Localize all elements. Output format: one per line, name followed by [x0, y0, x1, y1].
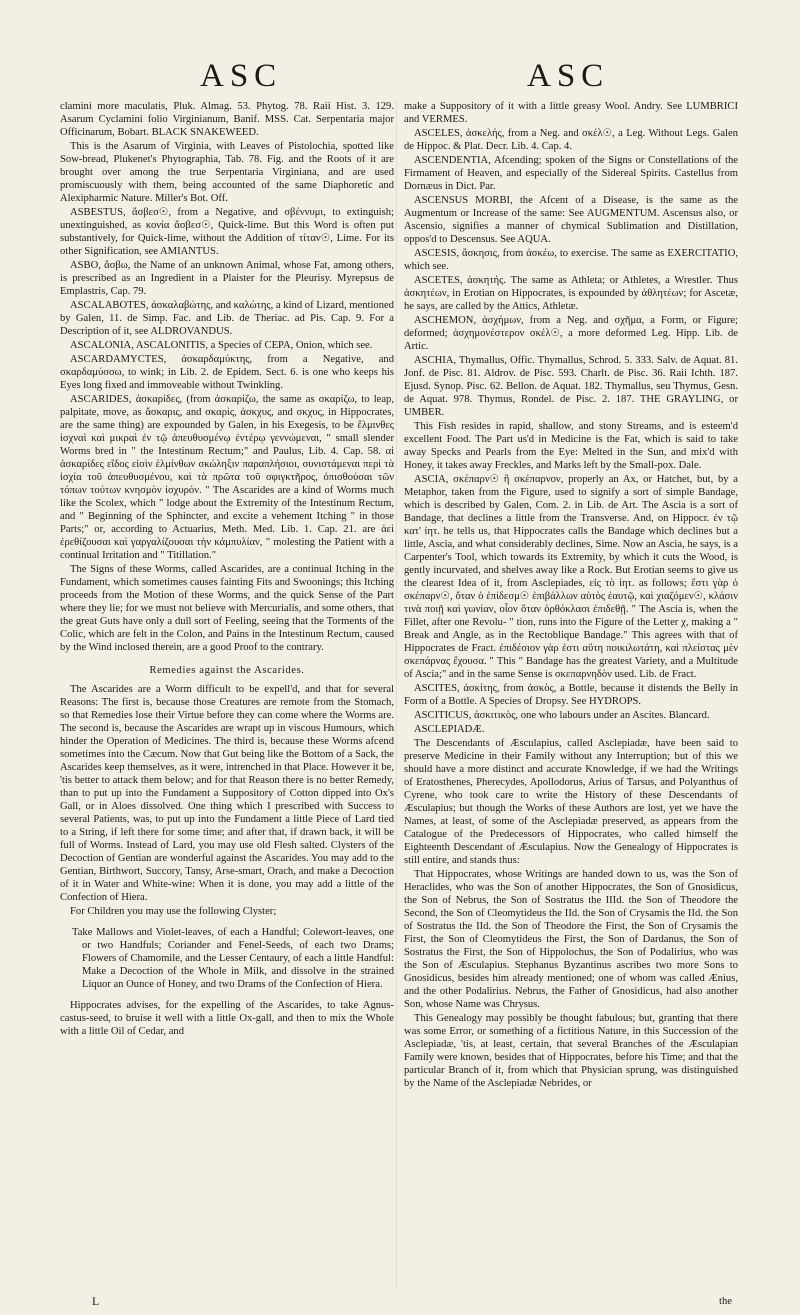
entry-ascalonia: ASCALONIA, ASCALONITIS, a Species of CEPA, Onion, which see. [70, 340, 373, 351]
entry-ascardamyctes: ASCARDAMYCTES, ἀσκαρδαμύκτης, from a Negative, and σκαρδαμύσσω, to wink; in Lib. 2. de Epidem. Sect. 6. is one who keeps his Eyes long fixed and immoveable without Twinkling. [60, 354, 394, 391]
entry-paragraph: The Descendants of Æsculapius, called Asclepiadæ, have been said to preserve Medicine in their Family without any Interruption; but of this we should have a more distinct and accurate Knowledge, if we had the Writings of Eratosthenes, Pherecydes, Apollodorus, Arius of Tarsus, and Polyanthus of Cyrene, who took care to write the History of these Descendants of Æsculapius; but though the Works of these Authors are lost, yet we have the Names, at least, of some of the Asclepiadæ preserved, as appears from the Catalogue of the Predecessors of Hippocrates, who called himself the Eighteenth Descendant of Æsculapius. Now the Genealogy of Hippocrates is still entire, and stands thus: [404, 738, 738, 866]
column-divider [396, 100, 397, 1290]
entry-paragraph: This Genealogy may possibly be thought fabulous; but, granting that there was some Error, or something of a fictitious Nature, in this Succession of the Asclepiadæ, 'tis, at least, certain, that several Branches of the Æsculapian Family were known, besides that of Hippocrates, before his Time; and that the particular Branch of it, from which that Physician sprung, was distinguished by the Name of the Asclepiadæ Nebrides, or [404, 1013, 738, 1089]
entry-asciticus: ASCITICUS, ἀσκιτικὸς, one who labours under an Ascites. Blancard. [414, 710, 710, 721]
entry-ascites: ASCITES, ἀσκίτης, from ἀσκὸς, a Bottle, because it distends the Belly in Form of a Bottle. A Species of Dropsy. See HYDROPS. [404, 683, 738, 707]
right-column [404, 100, 738, 1300]
entry-asbo: ASBO, ἄσβω, the Name of an unknown Animal, whose Fat, among others, is prescribed as an Ingredient in a Plaister for the Pleurisy. Myrepsus de Emplastris, Cap. 79. [60, 260, 394, 297]
entry-paragraph: clamini more maculatis, Pluk. Almag. 53. Phytog. 78. Raii Hist. 3. 129. Asarum Cyclamini folio Virginianum, Banif. MSS. Cat. Serpentaria major Officinarum, Bobart. BLACK SNAKEWEED. [60, 101, 394, 138]
entry-ascendentia: ASCENDENTIA, Afcending; spoken of the Signs or Constellations of the Firmament of Heaven, and especially of the Sidereal Spirits. Castellus from Dornæus in Dict. Par. [404, 155, 738, 192]
entry-ascensus-morbi: ASCENSUS MORBI, the Afcent of a Disease, is the same as the Augmentum or Increase of the same: See AUGMENTUM. Ascensus also, or Ascensio, signifies a manner of chymical Sublimation and Distillation, oppos'd to Descensus. See AQUA. [404, 195, 738, 245]
catchword: the [719, 1296, 732, 1307]
entry-ascesis: ASCESIS, ἄσκησις, from ἀσκέω, to exercise. The same as EXERCITATIO, which see. [404, 248, 738, 272]
entry-paragraph: The Signs of these Worms, called Ascarides, are a continual Itching in the Fundament, which sometimes causes fainting Fits and Swoonings; this Itching proceeds from the Motion of these Worms, and the quick Sense of the Part where they lie; for we must not believe with Mercurialis, and some others, that the great Guts have only a dull sort of Feeling, seeing that the Torments of the Colic, which are felt in the Colon, and Pains in the Intestinum Rectum, caused by the Wind inclosed therein, are a good Proof to the contrary. [60, 564, 394, 653]
entry-paragraph: The Ascarides are a Worm difficult to be expell'd, and that for several Reasons: The first is, because those Creatures are remote from the Stomach, so that Remedies lose their Virtue before they can come where the Worms are. The second is, because the Ascarides are wrapt up in viscous Humours, which hinder the Operation of Medicines. The third is, because these Worms afcend sometimes into the Cæcum. Now that Gut being like the Bottom of a Sack, the Ascarides keep themselves, as it were, intrenched in that Place. However it be, 'tis better to attack them below; and for that Reason there is no better Remedy, than to put up into the Fundament a Suppository of Cotton dipped into Ox's Gall, or in Aloes dissolved. One thing which I prescribed with Success to several Patients, was, to put up into the Fundament a little Piece of Lard tied to a String, if left there for some time; and after that, if drawn back, it will be full of Worms. Instead of Lard, you may use old Flesh salted. Clysters of the Decoction of Gentian are wonderful against the Ascarides. You may add to the Gentian, Birthwort, Succory, Tansy, Arse-smart, Orach, and make a Decoction of it in Water and White-wine: When it is done, you may add a little of the Confection of Hiera. [60, 684, 394, 903]
entry-asclepiadae: ASCLEPIADÆ. [414, 724, 485, 735]
entry-ascarides: ASCARIDES, ἀσκαρίδες, (from ἀσκαρίζω, the same as σκαρίζω, to leap, palpitate, move, as ἄσκαρις, and σκαρὶς, ἀσκχυς, and σκχυς, in Hippocrates, are the same thing) are expounded by Galen, in his Exegesis, to be ἕλμινθες ἰσχναὶ καὶ μικραὶ ἐν τῷ ἀπευθυσμένῳ ἐντέρῳ γεννώμεναι, " small slender Worms bred in " the Intestinum Rectum;" and Paulus, Lib. 4. Cap. 58. αἱ ἀσκαρίδες εἴδος εἰσὶν ἑλμίνθων σκώληξιν παραπλήσιοι, συνιστάμεναι περὶ τὰ ἰσχία τοῦ ἀπευθυσμένου, καὶ τὰ πρῶτα τοῦ σφιγκτῆρος, ὀπισθούσαι τῶν τόπων τούτων κνησμὸν ἰσχυρόν. " The Ascarides are a kind of Worms much like the Scolex, which " lodge about the Extremity of the Intestinum Rectum, and " Beginning of the Sphincter, and excite a vehement Itching " in those Parts;" or, according to Actuarius, Meth. Med. Lib. 1. Cap. 21. are ἀεὶ ἐρεθίζουσαι καὶ γαργαλίζουσαι τὴν κάμπυλίαν, " molesting the Patient with a continual Irritation and " Titillation." [60, 394, 394, 561]
entry-paragraph: make a Suppository of it with a little greasy Wool. Andry. See LUMBRICI and VERMES. [404, 101, 738, 125]
entry-paragraph: This is the Asarum of Virginia, with Leaves of Pistolochia, spotted like Sow-bread, Plukenet's Phytographia, Tab. 78. Fig. and the Roots of it are brought over among the true Serpentaria Virginiana, and are used promiscuously with them, being accounted of the same Diaphoretic and Alexipharmic Nature. Miller's Bot. Off. [60, 141, 394, 204]
entry-paragraph: This Fish resides in rapid, shallow, and stony Streams, and is esteem'd excellent Food. The Part us'd in Medicine is the Fat, which is said to take away Specks and Pearls from the Eye: Melted in the Sun, and mix'd with Honey, it takes away Freckles, and Marks left by the Small-pox. Dale. [404, 421, 738, 471]
running-head-right: ASC [527, 58, 610, 94]
entry-paragraph: Hippocrates advises, for the expelling of the Ascarides, to take Agnus-castus-seed, to bruise it well with a little Ox-gall, and then to mix the Whole with a little Oil of Cedar, and [60, 1000, 394, 1037]
entry-ascia: ASCIA, σκέπαρν☉ ἢ σκέπαρνον, properly an Ax, or Hatchet, but, by a Metaphor, taken from the Figure, used to signify a sort of simple Bandage, which is described by Galen, Com. 2. in Lib. de Art. The Ascia is a sort of Bandage, that declines a little from the Transverse. And, on Hippocr. ἐν τῷ κατ' ἰητ. he tells us, that Hippocrates calls the Bandage which declines but a little, Ascia, and what considerably declines, Sime. Now an Ascia, he says, is a Carpenter's Tool, which towards its Extremity, by which it cuts the Wood, is gently incurvated, and shelves away like a Rock. But Erotian seems to give us the clearest Idea of it, from Asclepiades, εἰς τὸ ἰητ. as follows; ἔστι γὰρ ὁ σκέπαρν☉, ὅταν ὁ ἐπίδεσμ☉ ἐπιβάλλων αὐτὸς ἑαυτῷ, καὶ χιαζόμεν☉, κλάσιν τινὰ ποιῇ καὶ γωνίαν, οἷον ὅταν ὀρθόκλασι ἐπιδεθῇ. " The Ascia is, when the Fillet, after one Revolu- " tion, runs into the Figure of the Letter χ, making a " Break and Angle, as in the Rectoblique Bandage." This agrees with that of Hippocrates de Fract. ἐπιδέσιον γὰρ ἐστι αὕτη ποικιλωτάτη, καὶ πλείστας μὲν σκεπάρνας ἔχουσα. " This " Bandage has the greatest Variety, and a Multitude of Ascia;" and in the same Sense is σκεπαρνηδὸν used. Lib. de Fract. [404, 474, 738, 680]
entry-ascalabotes: ASCALABOTES, ἀσκαλαβώτης, and καλώτης, a kind of Lizard, mentioned by Galen, 11. de Simp. Fac. and Lib. de Theriac. ad Pis. Cap. 9. For a Description of it, see ALDROVANDUS. [60, 300, 394, 337]
left-column [60, 100, 394, 1300]
entry-paragraph: That Hippocrates, whose Writings are handed down to us, was the Son of Heraclides, who was the Son of another Hippocrates, the Son of Gnosidicus, the Son of Nebrus, the Son of Sostratus the IIId. the Son of Theodore the Second, the Son of Cleomytideus the IId. the Son of Crysamis the IId. the Son of Sostratus the IId. the Son of Theodore the First, the Son of Crysamis the First, the Son of Cleomytideus the First, the Son of Dardanus, the Son of Sostratus the First, the Son of Hippolochus, the Son of Podalirius, who was the Son of Æsculapius. Stephanus Byzantinus ascribes two more Sons to Gnosidicus, besides him already mentioned; one of whom was called Ænius, and the other Podalirius. Nebrus, the Father of Gnosidicus, had also another Son, whose Name was Chrysus. [404, 869, 738, 1010]
running-head-left: ASC [200, 58, 283, 94]
entry-paragraph: For Children you may use the following Clyster; [70, 906, 277, 917]
recipe-block: Take Mallows and Violet-leaves, of each a Handful; Colewort-leaves, one or two Handfuls; Coriander and Fenel-Seeds, of each two Drams; Flowers of Chamomile, and the Lesser Centaury, of each a little Handful: Make a Decoction of the Whole in Milk, and dissolve in the strained Liquor an Ounce of Honey, and two Drams of the Confection of Hiera. [72, 927, 394, 990]
entry-aschemon: ASCHEMON, ἀσχήμων, from a Neg. and σχῆμα, a Form, or Figure; deformed; ἀσχημονέστερον σκέλ☉, a more deformed Leg. Hipp. Lib. de Artic. [404, 315, 738, 352]
entry-aschia: ASCHIA, Thymallus, Offic. Thymallus, Schrod. 5. 333. Salv. de Aquat. 81. Jonf. de Pisc. 81. Aldrov. de Pisc. 593. Charlt. de Pisc. 36. Raii Ichth. 187. Ejusd. Synop. Pisc. 62. Bellon. de Aquat. 182. Thymallus, seu Thymus, Gesn. de Aquat. 978. Thymus, Rondel. de Pisc. 2. 187. THE GRAYLING, or UMBER. [404, 355, 738, 418]
entry-asceles: ASCELES, ἀσκελής, from a Neg. and σκέλ☉, a Leg. Without Legs. Galen de Hippoc. & Plat. Decr. Lib. 4. Cap. 4. [404, 128, 738, 152]
entry-asbestus: ASBESTUS, ἄσβεσ☉, from a Negative, and σβέννυμι, to extinguish; unextinguished, as κονία ἄσβεσ☉, Quick-lime. But this Word is often put substantively, for Quick-lime, without the Addition of τίταν☉, Lime. For its other Signification, see AMIANTUS. [60, 207, 394, 257]
signature-mark: L [92, 1294, 100, 1308]
entry-ascetes: ASCETES, ἀσκητής. The same as Athleta; or Athletes, a Wrestler. Thus ἀσκητέων, in Erotian on Hippocrates, is expounded by ἀθλητέων; for Ascetæ, he says, are called by the Attics, Athletæ. [404, 275, 738, 312]
section-heading: Remedies against the Ascarides. [149, 665, 305, 676]
